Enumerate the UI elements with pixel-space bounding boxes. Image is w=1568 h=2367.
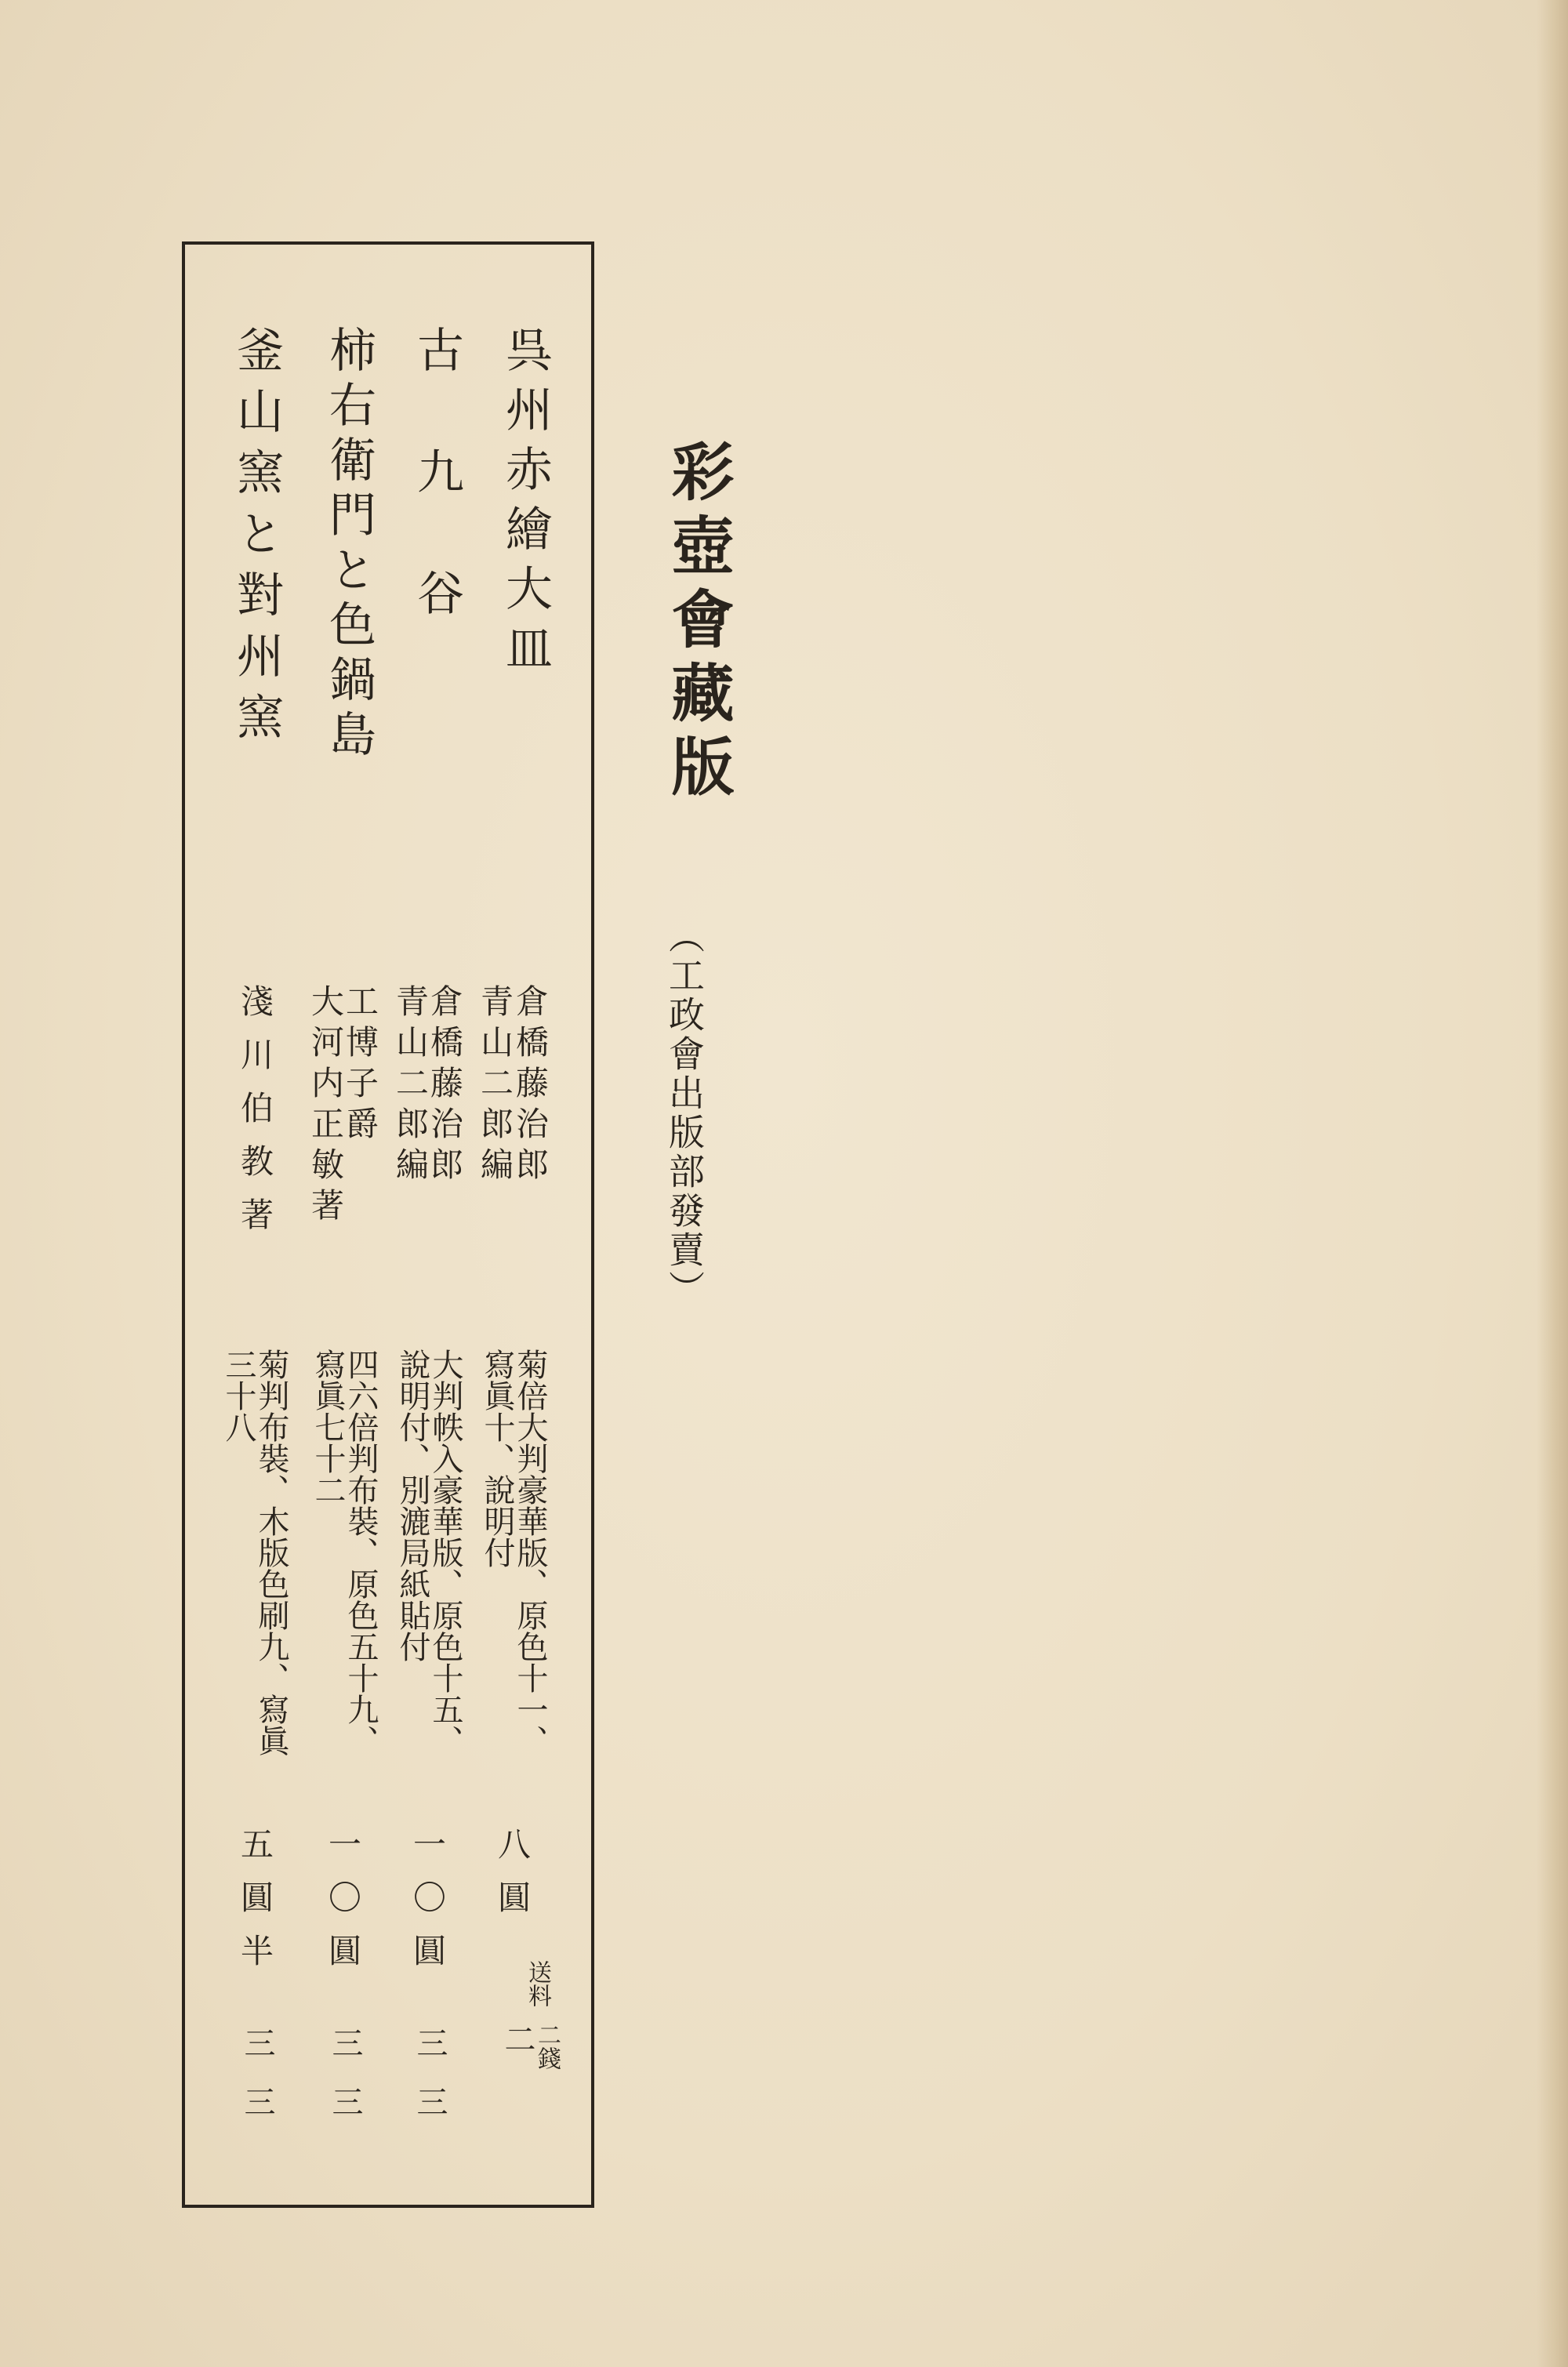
book-author: 工博子爵 — [341, 984, 379, 1147]
book-description: 寫眞七十二 — [310, 1349, 346, 1505]
book-postage: 二 — [499, 2023, 535, 2054]
collection-title: 彩壺會藏版 — [661, 439, 735, 808]
book-price: 五圓半 — [236, 1827, 274, 1987]
book-author: 青山二郎編 — [391, 984, 430, 1188]
book-postage: 二錢 — [533, 2023, 561, 2070]
book-description: 寫眞十、說明付 — [479, 1349, 515, 1568]
book-postage: 三 — [239, 2086, 275, 2117]
book-title: 古九谷 — [409, 325, 464, 690]
book-description: 大判帙入豪華版、原色十五、 — [427, 1349, 463, 1756]
publisher-note: （工政會出版部發賣） — [663, 917, 706, 1309]
book-author: 倉橋藤治郎 — [426, 984, 464, 1188]
postage-label: 送料 — [524, 1960, 551, 2007]
book-postage: 三 — [327, 2086, 363, 2117]
book-title: 呉州赤繪大皿 — [498, 325, 553, 683]
book-postage: 三 — [412, 2027, 448, 2058]
book-price: 八圓 — [493, 1827, 532, 1933]
book-author: 青山二郎編 — [476, 984, 514, 1188]
book-author: 倉橋藤治郎 — [511, 984, 550, 1188]
book-postage: 三 — [239, 2027, 275, 2058]
page-edge-shadow — [1537, 0, 1568, 2367]
book-description: 說明付、別漉局紙貼付 — [394, 1349, 430, 1662]
book-price: 一〇圓 — [408, 1827, 447, 1987]
book-title: 柿右衛門と色鍋島 — [321, 325, 376, 764]
book-title: 釜山窯と對州窯 — [229, 325, 284, 753]
book-price: 一〇圓 — [324, 1827, 362, 1987]
book-postage: 三 — [412, 2086, 448, 2117]
book-author: 淺川伯教著 — [236, 984, 274, 1251]
book-description: 四六倍判布裝、原色五十九、 — [343, 1349, 379, 1756]
book-description: 菊判布裝、木版色刷九、寫眞 — [253, 1349, 289, 1756]
book-description: 三十八 — [220, 1349, 256, 1443]
book-postage: 三 — [327, 2027, 363, 2058]
book-author: 大河内正敏著 — [307, 984, 345, 1229]
book-description: 菊倍大判豪華版、原色十一、 — [512, 1349, 548, 1756]
